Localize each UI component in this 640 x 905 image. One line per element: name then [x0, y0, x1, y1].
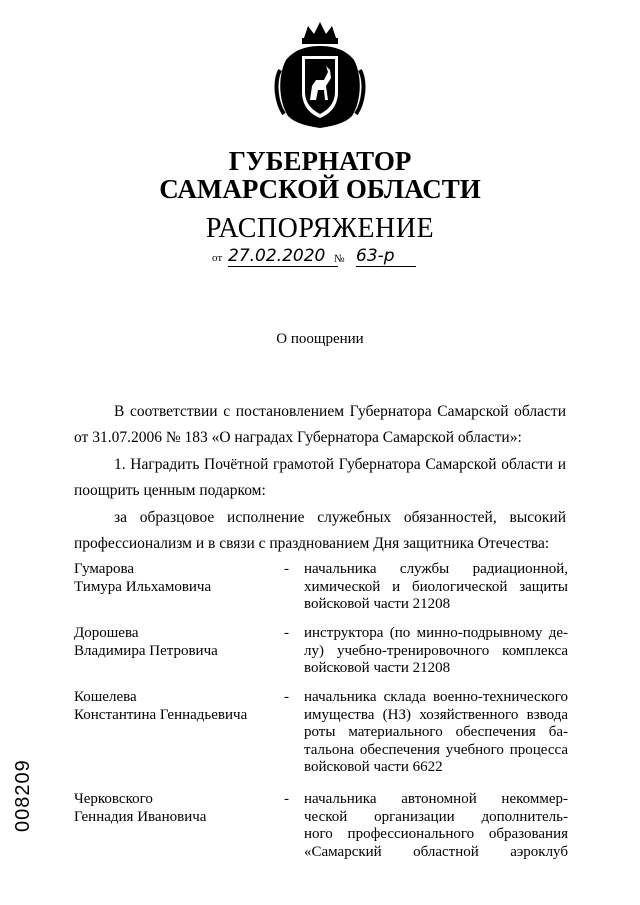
awardee-name-line: Кошелева: [74, 689, 137, 705]
paragraph-line: за образцовое исполнение служебных обязанностей, высокий: [114, 509, 566, 526]
position-line: тальона обеспечения учебного процесса: [304, 741, 568, 758]
awardee-name-line: Геннадия Ивановича: [74, 808, 207, 825]
paragraph-line: профессионализм и в связи с празднованием Дня защитника Отечества:: [74, 535, 550, 552]
awardee-name-line: Тимура Ильхамовича: [74, 578, 212, 595]
position-line: роты материального обеспечения ба-: [304, 724, 568, 740]
date-handwritten: 27.02.2020: [228, 246, 338, 267]
position-line: «Самарский областной аэроклуб: [304, 843, 568, 860]
paragraph-award: [74, 452, 566, 504]
awardee-name-line: Гумарова: [74, 561, 134, 577]
awardee-position: [304, 625, 568, 678]
number-label: №: [334, 253, 345, 265]
paragraph-line: поощрить ценным подарком:: [74, 482, 266, 499]
position-line: начальника службы радиационной,: [304, 561, 568, 577]
paragraph-basis: [74, 399, 566, 451]
dash: -: [284, 791, 289, 807]
awardee-position: [304, 689, 568, 777]
awardee-name-line: Черковского: [74, 791, 153, 807]
position-line: ческой организации дополнитель-: [304, 808, 568, 825]
awardee-name: [74, 689, 274, 724]
awardee-name: [74, 625, 274, 660]
position-line: инструктора (по минно-подрывному де-: [304, 625, 568, 641]
awardee-name: [74, 561, 274, 596]
paragraph-line: 1. Наградить Почётной грамотой Губернатора Самарской области и: [114, 456, 566, 473]
document-subject: О поощрении: [276, 331, 364, 347]
awardee-position: [304, 791, 568, 861]
awardee-name-line: Константина Геннадьевича: [74, 706, 248, 723]
position-line: войсковой части 21208: [304, 660, 451, 676]
paragraph-reason: [74, 505, 566, 557]
dash: -: [284, 561, 289, 577]
position-line: начальника склада военно-технического: [304, 689, 568, 705]
position-line: лу) учебно-тренировочного комплекса: [304, 642, 568, 659]
issuer-title-line1: ГУБЕРНАТОР: [228, 146, 412, 176]
awardee-name-line: Дорошева: [74, 625, 139, 641]
dash: -: [284, 689, 289, 705]
position-line: имущества (НЗ) хозяйственного взвода: [304, 706, 568, 723]
issuer-title-line2: САМАРСКОЙ ОБЛАСТИ: [159, 174, 481, 204]
coat-of-arms-icon: [274, 20, 366, 130]
position-line: войсковой части 6622: [304, 759, 443, 775]
document-type: РАСПОРЯЖЕНИЕ: [205, 213, 435, 244]
document-serial-number: 008209: [12, 759, 34, 832]
paragraph-line: В соответствии с постановлением Губернатора Самарской области: [114, 403, 566, 420]
position-line: химической и биологической защиты: [304, 578, 568, 595]
position-line: войсковой части 21208: [304, 596, 451, 612]
awardee-name-line: Владимира Петровича: [74, 642, 218, 659]
position-line: начальника автономной некоммер-: [304, 791, 568, 807]
paragraph-line: от 31.07.2006 № 183 «О наградах Губернатора Самарской области»:: [74, 429, 522, 446]
number-handwritten: 63-р: [356, 246, 416, 267]
dash: -: [284, 625, 289, 641]
awardee-name: [74, 791, 274, 826]
awardee-position: [304, 561, 568, 614]
position-line: ного профессионального образования: [304, 826, 568, 842]
date-prefix: от: [212, 252, 223, 264]
